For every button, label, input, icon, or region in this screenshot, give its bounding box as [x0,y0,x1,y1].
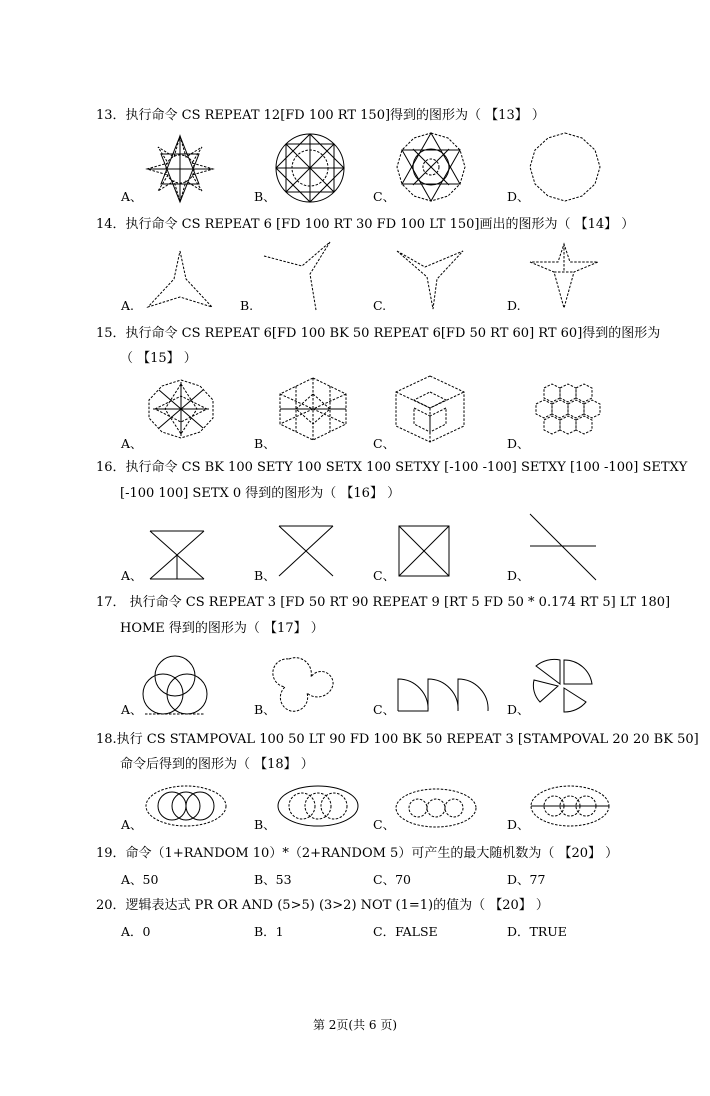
q13-figure-b [274,132,346,204]
q16-option-c[interactable]: C、 [373,568,396,583]
q15-figure-d [530,380,602,446]
q19-option-c[interactable]: C、70 [373,872,411,887]
q20-option-b[interactable]: B．1 [254,924,284,939]
question-17-stem-cont: HOME 得到的图形为（ 【17】 ） [120,621,324,636]
q18-option-c[interactable]: C、 [373,817,396,832]
page-footer: 第 2页(共 6 页) [312,1018,398,1032]
q13-option-d[interactable]: D、 [507,189,530,204]
q16-figure-d [528,512,598,582]
q16-option-d[interactable]: D、 [507,568,530,583]
q17-figure-c [396,675,490,713]
question-17-stem: 17． 执行命令 CS REPEAT 3 [FD 50 RT 90 REPEAT 9 [RT 5 FD 50 * 0.174 RT 5] LT 180] [96,595,671,610]
q16-option-a[interactable]: A、 [121,568,143,583]
q15-option-c[interactable]: C、 [373,436,396,451]
q16-figure-a [148,529,206,581]
q14-option-a[interactable]: A. [121,298,135,313]
question-15-stem-cont: （ 【15】 ） [120,351,197,366]
question-16-stem: 16．执行命令 CS BK 100 SETY 100 SETX 100 SETXY [-100 -100] SETXY [100 -100] SETXY [96,460,688,475]
q14-option-d[interactable]: D. [507,298,521,313]
q15-option-a[interactable]: A、 [121,436,143,451]
question-19-stem: 19．命令（1+RANDOM 10）*（2+RANDOM 5）可产生的最大随机数为（ 【20】 ） [96,846,619,861]
q18-option-a[interactable]: A、 [121,817,143,832]
q17-figure-d [530,656,594,714]
q18-figure-c [394,787,478,829]
q16-option-b[interactable]: B、 [254,568,276,583]
q18-option-b[interactable]: B、 [254,817,276,832]
q13-figure-a [144,133,216,205]
q13-figure-c [395,131,467,203]
q18-figure-b [276,784,360,828]
q19-option-b[interactable]: B、53 [254,872,292,887]
q13-option-a[interactable]: A、 [121,189,143,204]
q14-figure-a [146,249,214,311]
q15-option-d[interactable]: D、 [507,436,530,451]
q16-figure-b [277,524,335,578]
q17-figure-b [277,655,335,713]
q19-option-a[interactable]: A、50 [121,872,159,887]
q14-figure-b [262,240,332,312]
question-18-stem: 18.执行 CS STAMPOVAL 100 50 LT 90 FD 100 BK 50 REPEAT 3 [STAMPOVAL 20 20 BK 50] [96,732,699,747]
q18-figure-d [529,784,611,828]
q17-option-a[interactable]: A、 [121,702,143,717]
question-18-stem-cont: 命令后得到的图形为（ 【18】 ） [120,757,314,772]
q13-figure-d [528,131,602,203]
q17-option-d[interactable]: D、 [507,702,530,717]
question-13-stem: 13．执行命令 CS REPEAT 12[FD 100 RT 150]得到的图形为（ 【13】 ） [96,108,545,123]
q19-option-d[interactable]: D、77 [507,872,546,887]
q17-option-c[interactable]: C、 [373,702,396,717]
q20-option-c[interactable]: C．FALSE [373,924,438,939]
q14-figure-c [395,247,465,311]
q14-figure-d [528,242,600,310]
question-16-stem-cont: [-100 100] SETX 0 得到的图形为（ 【16】 ） [120,486,401,501]
q15-figure-b [276,376,350,442]
q13-option-b[interactable]: B、 [254,189,276,204]
q18-figure-a [144,784,228,828]
q17-figure-a [143,654,207,716]
q18-option-d[interactable]: D、 [507,817,530,832]
q13-option-c[interactable]: C、 [373,189,396,204]
q15-figure-c [394,374,466,444]
q14-option-b[interactable]: B. [240,298,254,313]
q20-option-a[interactable]: A．0 [121,924,151,939]
q15-figure-a [145,378,217,440]
question-14-stem: 14．执行命令 CS REPEAT 6 [FD 100 RT 30 FD 100 LT 150]画出的图形为（ 【14】 ） [96,217,635,232]
q15-option-b[interactable]: B、 [254,436,276,451]
question-20-stem: 20．逻辑表达式 PR OR AND (5>5) (3>2) NOT (1=1)的值为（ 【20】 ） [96,898,549,913]
q16-figure-c [397,524,451,578]
question-15-stem: 15．执行命令 CS REPEAT 6[FD 100 BK 50 REPEAT 6[FD 50 RT 60] RT 60]得到的图形为 [96,326,661,341]
q14-option-c[interactable]: C. [373,298,387,313]
q20-option-d[interactable]: D．TRUE [507,924,567,939]
q17-option-b[interactable]: B、 [254,702,276,717]
